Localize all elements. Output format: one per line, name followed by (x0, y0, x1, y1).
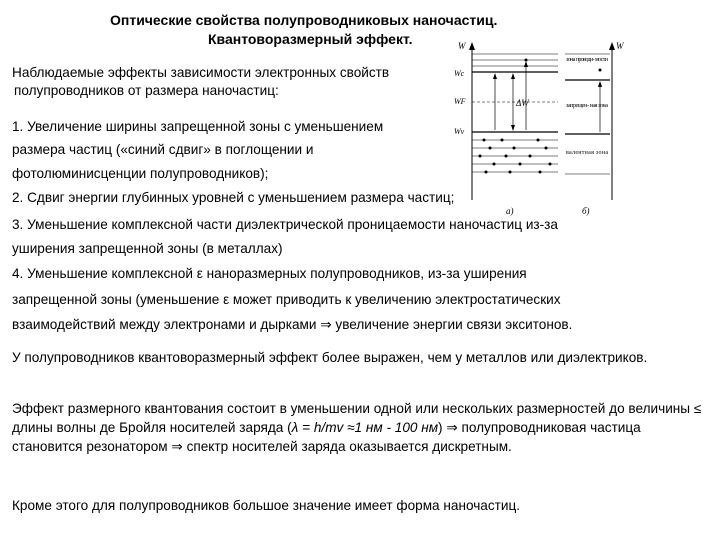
paragraph-2-start: Эффект размерного квантования состоит в уменьшении одной или нескольких размерностей до величины ≤ длины волны де Бройля носителей заряда ( (12, 401, 702, 435)
intro-line1: Наблюдаемые эффекты зависимости электронных свойств (12, 65, 390, 80)
de-broglie-formula: λ = h/mv ≈1 нм - 100 нм (291, 420, 439, 435)
paragraph-2 (12, 399, 712, 456)
paragraph-2-end: ) ⇒ полупроводниковая частица становится резонатором ⇒ спектр носителей заряда оказывается дискретным. (12, 420, 641, 454)
zone-conduction-label: зона проводи- мости (566, 57, 608, 63)
item-1-line2: размера частиц («синий сдвиг» в поглощении и (12, 142, 314, 157)
intro-line2: полупроводников от размера наночастиц: (14, 83, 279, 98)
item-3-line2: уширения запрещенной зоны (в металлах) (12, 241, 283, 256)
item-3-line1: 3. Уменьшение комплексной части диэлектрической проницаемости наночастиц из-за (12, 217, 558, 232)
item-4-line2: запрещенной зоны (уменьшение ε может приводить к увеличению электростатических (12, 292, 561, 307)
item-4-line3-start: взаимодействий между электронами и дырками (12, 317, 321, 332)
item-1-line3: фотолюминисценции полупроводников); (12, 166, 269, 181)
item-4-line3 (12, 316, 572, 334)
page-title-line1: Оптические свойства полупроводниковых наночастиц. (110, 12, 498, 28)
wf-label: WF (454, 97, 466, 106)
label-a: а) (506, 206, 514, 216)
paragraph-3: Кроме этого для полупроводников большое значение имеет форма наночастиц. (12, 498, 521, 513)
page-title-line2: Квантоворазмерный эффект. (208, 31, 413, 47)
paragraph-1: У полупроводников квантоворазмерный эффект более выражен, чем у металлов или диэлектриков. (12, 350, 648, 365)
w-axis-left: W (458, 41, 466, 51)
delta-w-label: ΔW (516, 98, 529, 108)
item-1-line1: 1. Увеличение ширины запрещенной зоны с уменьшением (12, 119, 384, 134)
item-4-line3-end: увеличение энергии связи экситонов. (331, 317, 573, 332)
w-axis-right: W (616, 41, 624, 51)
implies-arrow: ⇒ (320, 317, 332, 333)
band-diagram (450, 40, 630, 225)
item-2: 2. Сдвиг энергии глубинных уровней с уменьшением размера частиц; (12, 190, 455, 205)
item-4-line1: 4. Уменьшение комплексной ε наноразмерных полупроводников, из-за уширения (12, 266, 527, 281)
zone-valence-label: валентная зона (566, 150, 608, 156)
wc-label: Wc (454, 69, 465, 78)
wv-label: Wv (454, 127, 465, 136)
zone-forbidden-label: запрещен- ная зона (566, 103, 608, 109)
label-b: б) (582, 206, 590, 216)
